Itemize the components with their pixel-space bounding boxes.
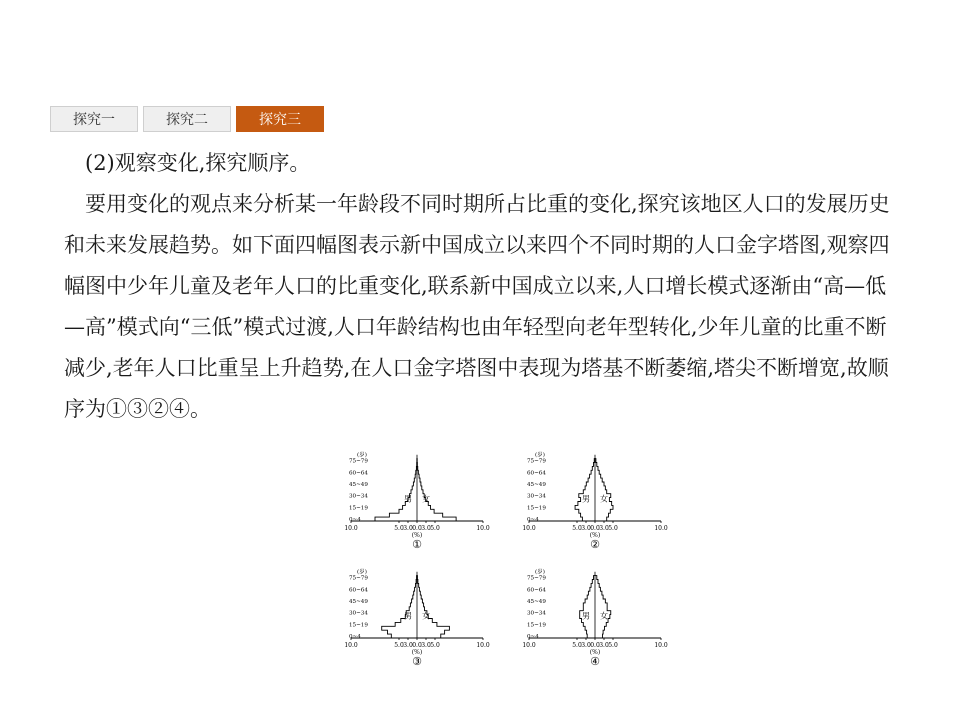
female-label: 女	[422, 611, 430, 621]
pyramid-number-label: ②	[590, 538, 600, 551]
x-tick-label: 10.0	[654, 525, 668, 532]
male-label: 男	[582, 611, 590, 621]
y-tick-label: 0~4	[349, 634, 361, 641]
y-tick-label: 75~79	[349, 575, 368, 582]
y-tick-label: 30~34	[349, 493, 368, 500]
x-unit-label: (%)	[589, 649, 601, 656]
y-tick-label: 0~4	[527, 517, 539, 524]
x-tick-label: 5.0	[394, 525, 404, 532]
female-pyramid-bars	[417, 576, 449, 638]
y-tick-label: 60~64	[349, 587, 368, 594]
y-tick-label: 15~19	[527, 505, 546, 512]
x-tick-label: 3.0	[599, 525, 609, 532]
x-tick-label: 3.0	[403, 642, 413, 649]
x-unit-label: (%)	[589, 532, 601, 539]
body-paragraph: 要用变化的观点来分析某一年龄段不同时期所占比重的变化,探究该地区人口的发展历史和未来发展趋势。如下面四幅图表示新中国成立以来四个不同时期的人口金字塔图,观察四幅图中少年儿童及老年人口的比重变化,联系新中国成立以来,人口增长模式逐渐由“高—低—高”模式向“三低”模式过渡,人口年龄结构也由年轻型向老年型转化,少年儿童的比重不断减少,老年人口比重呈上升趋势,在人口金字塔图中表现为塔基不断萎缩,塔尖不断增宽,故顺序为①③②④。	[64, 192, 890, 421]
y-tick-label: 0~4	[527, 634, 539, 641]
x-tick-label: 10.0	[522, 642, 536, 649]
y-tick-label: 15~19	[349, 505, 368, 512]
tab-explore-2[interactable]: 探究二	[143, 106, 231, 132]
y-tick-label: 45~49	[349, 598, 368, 605]
x-tick-label: 3.0	[403, 525, 413, 532]
male-label: 男	[404, 611, 412, 621]
female-pyramid-bars	[595, 576, 611, 638]
female-label: 女	[422, 494, 430, 504]
x-tick-label: 5.0	[608, 642, 618, 649]
x-tick-label: 3.0	[421, 642, 431, 649]
tab-bar	[50, 106, 324, 132]
x-tick-label: 0.0	[590, 525, 600, 532]
x-tick-label: 0.0	[590, 642, 600, 649]
pyramid-number-label: ①	[412, 538, 422, 551]
tab-explore-3[interactable]: 探究三	[236, 106, 324, 132]
y-tick-label: 0~4	[349, 517, 361, 524]
female-label: 女	[600, 494, 608, 504]
x-tick-label: 3.0	[581, 525, 591, 532]
population-pyramid-figure	[319, 447, 669, 677]
female-label: 女	[600, 611, 608, 621]
x-tick-label: 0.0	[412, 642, 422, 649]
male-pyramid-bars	[382, 576, 417, 638]
population-pyramid-charts	[319, 447, 669, 677]
male-label: 男	[404, 494, 412, 504]
pyramid-number-label: ③	[412, 655, 422, 668]
x-tick-label: 10.0	[344, 642, 358, 649]
y-tick-label: 30~34	[527, 610, 546, 617]
female-pyramid-bars	[595, 459, 613, 521]
x-unit-label: (%)	[411, 532, 423, 539]
pyramid-number-label: ④	[590, 655, 600, 668]
y-tick-label: 45~49	[349, 481, 368, 488]
male-pyramid-bars	[375, 459, 417, 521]
male-label: 男	[582, 494, 590, 504]
y-tick-label: 15~19	[527, 622, 546, 629]
x-tick-label: 3.0	[581, 642, 591, 649]
x-tick-label: 5.0	[608, 525, 618, 532]
y-tick-label: 75~79	[349, 458, 368, 465]
y-unit-label: (岁)	[535, 569, 545, 576]
content-body	[64, 143, 894, 430]
y-tick-label: 75~79	[527, 575, 546, 582]
female-pyramid-bars	[417, 459, 456, 521]
y-tick-label: 60~64	[349, 470, 368, 477]
x-tick-label: 5.0	[430, 642, 440, 649]
x-tick-label: 3.0	[421, 525, 431, 532]
x-tick-label: 5.0	[394, 642, 404, 649]
y-tick-label: 30~34	[349, 610, 368, 617]
y-tick-label: 30~34	[527, 493, 546, 500]
y-tick-label: 75~79	[527, 458, 546, 465]
y-unit-label: (岁)	[357, 569, 367, 576]
x-tick-label: 10.0	[654, 642, 668, 649]
section-heading: (2)观察变化,探究顺序。	[85, 151, 311, 175]
x-tick-label: 10.0	[522, 525, 536, 532]
x-tick-label: 5.0	[572, 642, 582, 649]
y-tick-label: 60~64	[527, 587, 546, 594]
y-tick-label: 45~49	[527, 598, 546, 605]
tab-explore-1[interactable]: 探究一	[50, 106, 138, 132]
y-tick-label: 15~19	[349, 622, 368, 629]
y-unit-label: (岁)	[535, 452, 545, 459]
x-tick-label: 10.0	[344, 525, 358, 532]
x-tick-label: 0.0	[412, 525, 422, 532]
x-tick-label: 10.0	[476, 642, 490, 649]
x-unit-label: (%)	[411, 649, 423, 656]
male-pyramid-bars	[575, 459, 595, 521]
y-tick-label: 60~64	[527, 470, 546, 477]
x-tick-label: 5.0	[572, 525, 582, 532]
y-tick-label: 45~49	[527, 481, 546, 488]
x-tick-label: 10.0	[476, 525, 490, 532]
x-tick-label: 3.0	[599, 642, 609, 649]
male-pyramid-bars	[580, 576, 595, 638]
y-unit-label: (岁)	[357, 452, 367, 459]
x-tick-label: 5.0	[430, 525, 440, 532]
